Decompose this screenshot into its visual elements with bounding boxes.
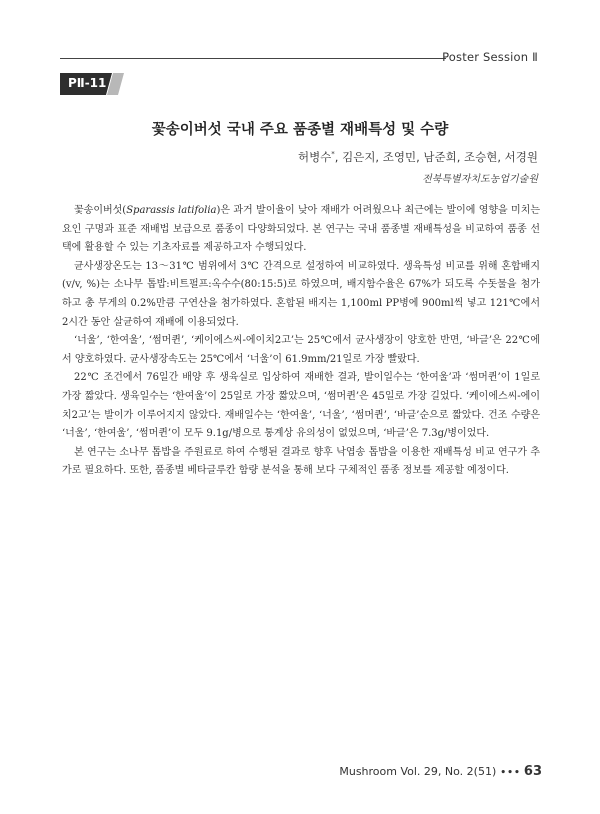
- p1-text-end: )은 과거 발이율이 낮아 재배가 어려웠으나 최근에는 발이에 영향을 미치는 요인 구명과 표준 재배법 보급으로 품종이 다양화되었다. 본 연구는 국내 품종별 재배특성을 비교하여 품종 선택에 활용할 수 있는 기초자료를 제공하고자 수행되었다.: [62, 205, 541, 254]
- abstract-paragraph-2: 균사생장온도는 13～31℃ 범위에서 3℃ 간격으로 설정하여 비교하였다. 생육특성 비교를 위해 혼합배지(v/v, %)는 소나무 톱밥:비트펄프:옥수수(80:15:5)로 하였으며, 배지함수율은 67%가 되도록 수돗물을 첨가하고 총 무게의 0.2%만큼 구연산을 첨가하였다. 혼합된 배지는 1,100ml PP병에 900ml씩 넣고 121℃에서 2시간 동안 살균하여 재배에 이용되었다.: [62, 260, 540, 328]
- species-name: Sparassis latifolia: [126, 205, 217, 216]
- poster-code: PⅡ-11: [68, 76, 107, 90]
- poster-code-badge: [60, 73, 124, 95]
- header-rule: [60, 58, 446, 59]
- session-label: Poster Session Ⅱ: [442, 50, 538, 64]
- journal-citation: Mushroom Vol. 29, No. 2(51) ∙∙∙: [339, 765, 524, 778]
- abstract-paragraph-3: ‘너울’, ‘한여울’, ‘썸머퀸’, ‘케이에스씨-에이치2고’는 25℃에서 균사생장이 양호한 반면, ‘바글’은 22℃에서 양호하였다. 균사생장속도는 25℃에서 ‘너울’이 61.9mm/21일로 가장 빨랐다.: [62, 335, 540, 365]
- page-footer: [339, 764, 542, 779]
- paper-title: 꽃송이버섯 국내 주요 품종별 재배특성 및 수량: [151, 122, 449, 138]
- page-number: 63: [523, 764, 542, 779]
- abstract-paragraph-5: 본 연구는 소나무 톱밥을 주원료로 하여 수행된 결과로 향후 낙엽송 톱밥을 이용한 재배특성 비교 연구가 추가로 필요하다. 또한, 품종별 베타글루칸 함량 분석을 통해 보다 구체적인 품종 정보를 제공할 예정이다.: [62, 446, 540, 477]
- corresponding-mark: *: [331, 150, 335, 159]
- other-authors: , 김은지, 조영민, 남준희, 조승현, 서경원: [334, 150, 538, 164]
- abstract-body: [62, 202, 540, 481]
- affiliation: 전북특별자치도농업기술원: [422, 174, 538, 185]
- first-author: 허병수: [297, 150, 332, 164]
- abstract-paragraph-4: 22℃ 조건에서 76일간 배양 후 생육실로 입상하여 재배한 결과, 발이일수는 ‘한여울’과 ‘썸머퀸’이 1일로 가장 짧았다. 생육일수는 ‘한여울’이 25일로 가장 짧았으며, ‘썸머퀸’은 45일로 가장 길었다. ‘케이에스씨-에이치2고’는 발이가 이루어지지 않았다. 재배일수는 ‘한여울’, ‘너울’, ‘썸머퀸’, ‘바글’순으로 짧았다. 건조 수량은 ‘너울’, ‘한여울’, ‘썸머퀸’이 모두 9.1g/병으로 통계상 유의성이 없었으며, ‘바글’은 7.3g/병이었다.: [62, 372, 540, 440]
- p1-text-start: 꽃송이버섯(: [74, 205, 127, 216]
- abstract-paragraph-1: [62, 202, 540, 258]
- author-list: [298, 149, 538, 165]
